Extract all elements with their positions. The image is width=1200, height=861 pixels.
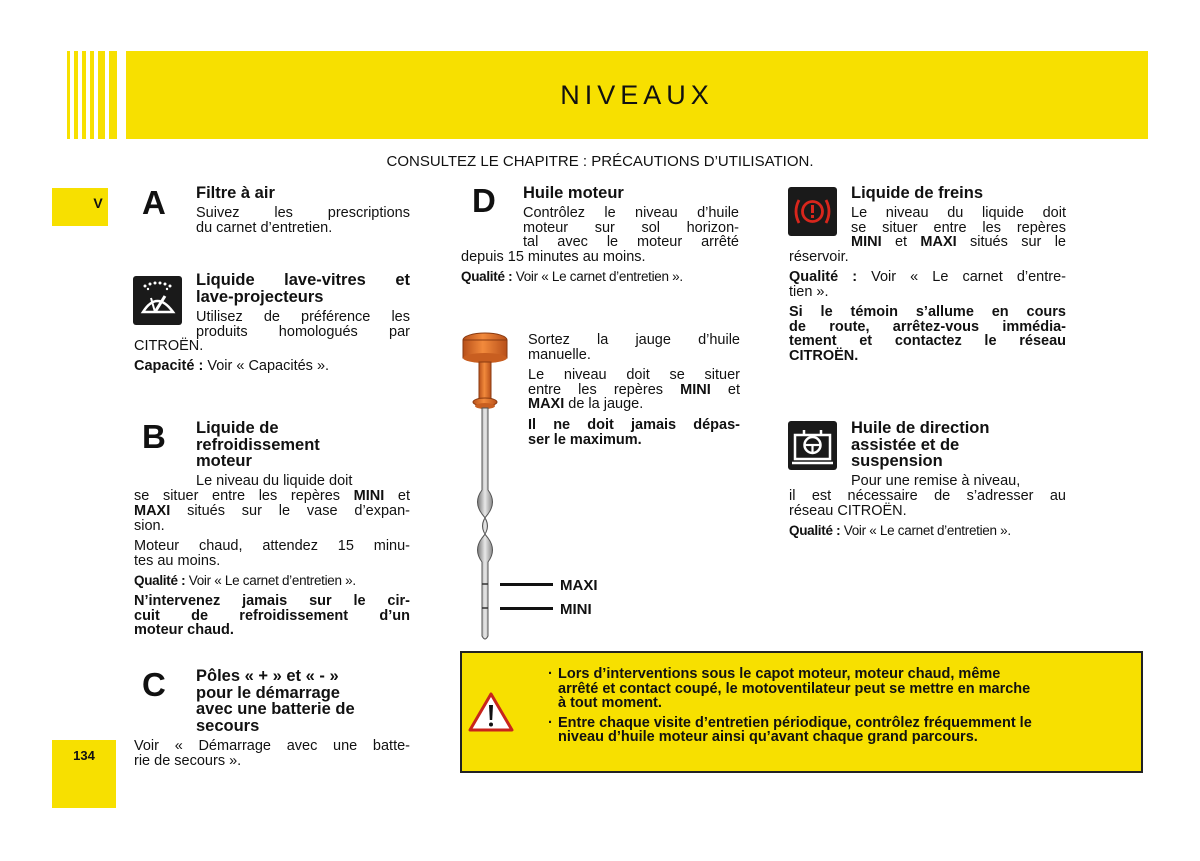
- section-letter-d: D: [472, 182, 496, 219]
- brakes-text-end: réservoir.: [789, 249, 849, 265]
- mini-mark-line: [500, 607, 553, 610]
- engine-oil-quality: Qualité : Voir « Le carnet d’entretien ».: [461, 269, 683, 284]
- section-title-coolant: Liquide de refroidissement moteur: [196, 419, 320, 470]
- section-text-air-filter: Suivez les prescriptions du carnet d’entretien.: [196, 205, 410, 236]
- section-text-engine-oil: Contrôlez le niveau d’huile moteur sur sol horizon- tal avec le moteur arrêté: [523, 205, 739, 250]
- section-title-battery: Pôles « + » et « - » pour le démarrage avec une batterie de secours: [196, 667, 355, 735]
- section-text-engine-oil-end: depuis 15 minutes au moins.: [461, 249, 646, 265]
- maxi-mark-line: [500, 583, 553, 586]
- dipstick-warning: Il ne doit jamais dépas- ser le maximum.: [528, 417, 740, 448]
- section-text-battery: Voir « Démarrage avec une batte- rie de secours ».: [134, 738, 410, 769]
- section-title-air-filter: Filtre à air: [196, 184, 275, 202]
- steering-text-line-1: Pour une remise à niveau,: [851, 473, 1021, 489]
- windscreen-washer-icon: [133, 276, 182, 325]
- warning-triangle-icon: [467, 691, 515, 738]
- section-text-washer: Utilisez de préférence les produits homologués par: [196, 309, 410, 340]
- warning-item: · Lors d’interventions sous le capot moteur, moteur chaud, même arrêté et contact coupé, le motoventilateur peut se mettre en marche à tout moment.: [548, 667, 1038, 711]
- brakes-warning: Si le témoin s’allume en cours de route, arrêtez-vous immédia- tement et contactez le réseau CITROËN.: [789, 304, 1066, 364]
- section-title-steering: Huile de direction assistée et de suspension: [851, 419, 990, 470]
- section-title-brakes: Liquide de freins: [851, 184, 984, 202]
- coolant-quality: Qualité : Voir « Le carnet d’entretien ».: [134, 573, 356, 588]
- section-letter-c: C: [142, 666, 166, 703]
- brakes-quality: Qualité : Voir « Le carnet d’entre- tien ».: [789, 269, 1066, 300]
- steering-quality: Qualité : Voir « Le carnet d’entretien ».: [789, 523, 1011, 538]
- maxi-label: MAXI: [560, 577, 598, 594]
- brake-warning-icon: [788, 187, 837, 236]
- coolant-text-line-3: MAXI situés sur le vase d’expan-: [134, 503, 410, 519]
- steering-text-line-3: réseau CITROËN.: [789, 503, 907, 519]
- section-letter-b: B: [142, 418, 166, 455]
- page-number: 134: [73, 748, 95, 763]
- coolant-text-line-1: Le niveau du liquide doit: [196, 473, 353, 489]
- coolant-text-line-2: se situer entre les repères MINI et: [134, 488, 411, 504]
- power-steering-fluid-icon: [788, 421, 837, 470]
- dipstick-text-remove: Sortez la jauge d’huile manuelle.: [528, 332, 740, 363]
- page-subtitle: CONSULTEZ LE CHAPITRE : PRÉCAUTIONS D’UTILISATION.: [386, 153, 814, 170]
- chapter-tab-label: V: [93, 195, 103, 211]
- section-title-washer: Liquide lave-vitres et lave-projecteurs: [196, 271, 410, 306]
- brakes-text: Le niveau du liquide doit se situer entre les repères MINI et MAXI situés sur le: [851, 205, 1066, 250]
- section-letter-a: A: [142, 184, 166, 221]
- page-title: NIVEAUX: [560, 80, 714, 110]
- coolant-text-hot-engine: Moteur chaud, attendez 15 minu- tes au moins.: [134, 538, 410, 569]
- header-stripes: [67, 51, 121, 139]
- mini-label: MINI: [560, 601, 592, 618]
- section-text-washer-end: CITROËN.: [134, 338, 204, 354]
- chapter-tab: [52, 188, 108, 226]
- steering-text-line-2: il est nécessaire de s’adresser au: [789, 488, 1066, 504]
- warning-item: · Entre chaque visite d’entretien périodique, contrôlez fréquemment le niveau d’huile moteur ainsi qu’avant chaque grand parcours.: [548, 716, 1038, 745]
- section-title-engine-oil: Huile moteur: [523, 184, 624, 202]
- warning-list: [548, 667, 1038, 750]
- oil-dipstick-illustration: [455, 330, 515, 642]
- coolant-warning: N’intervenez jamais sur le cir- cuit de refroidissement d’un moteur chaud.: [134, 593, 410, 638]
- dipstick-text-level: Le niveau doit se situer entre les repères MINI et MAXI de la jauge.: [528, 367, 740, 412]
- coolant-text-line-4: sion.: [134, 518, 165, 534]
- washer-capacity: Capacité : Voir « Capacités ».: [134, 358, 330, 374]
